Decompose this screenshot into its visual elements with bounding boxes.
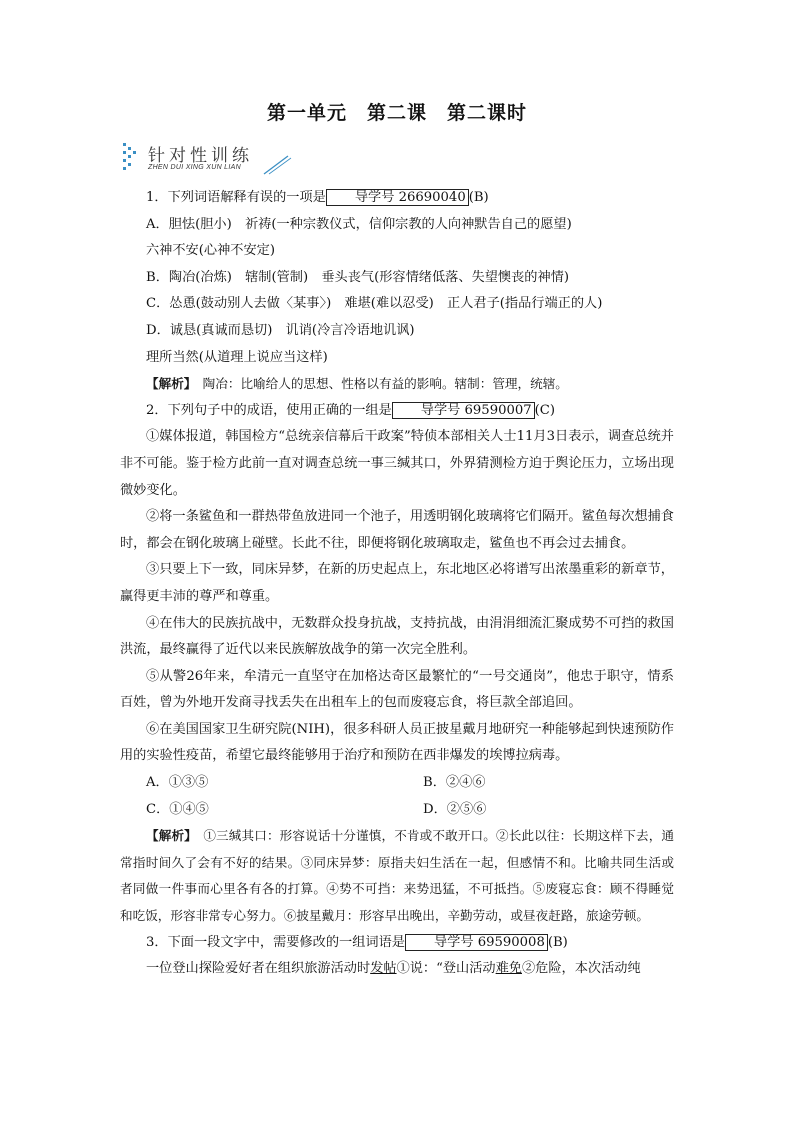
q2-answer: (C)	[534, 402, 556, 418]
practice-banner	[120, 140, 290, 182]
q1-analysis-label: 【解析】	[146, 376, 191, 392]
q3-answer: (B)	[547, 934, 568, 950]
q2-option-d: D．②⑤⑥	[423, 801, 487, 817]
q3-code: 导学号 69590008	[405, 934, 548, 951]
q2-sentence-6: ⑥在美国国家卫生研究院(NIH)，很多科研人员正披星戴月地研究一种能够起到快速预防作用的实验性疫苗，希望它最终能够用于治疗和预防在西非爆发的埃博拉病毒。	[120, 721, 674, 764]
q2-sentence-3: ③只要上下一致，同床异梦，在新的历史起点上，东北地区必将谱写出浓墨重彩的新章节，赢得更丰沛的尊严和尊重。	[120, 562, 674, 604]
q3-text: 一位登山探险爱好者在组织旅游活动时发帖①说：“登山活动难免②危险，本次活动纯	[146, 961, 641, 977]
q1-option-a-cont: 六神不安(心神不安定)	[146, 243, 275, 259]
q2-analysis-label: 【解析】	[146, 828, 191, 844]
banner-pinyin: ZHEN DUI XING XUN LIAN	[148, 164, 241, 171]
q3-word-1: 发帖	[370, 961, 397, 977]
exercise-content	[120, 185, 674, 983]
q1-option-d-cont: 理所当然(从道理上说应当这样)	[146, 349, 328, 365]
banner-heading: 针对性训练	[148, 146, 253, 166]
q1-option-c: C．怂恿(鼓动别人去做〈某事〉) 难堪(难以忍受) 正人君子(指品行端正的人)	[146, 296, 603, 312]
q2-analysis: 【解析】 ①三缄其口：形容说话十分谨慎，不肯或不敢开口。②长此以往：长期这样下去，通常指时间久了会有不好的结果。③同床异梦：原指夫妇生活在一起，但感情不和。比喻共同生活或者同做一件事而心里各有各的打算。④势不可挡：来势迅猛，不可抵挡。⑤废寝忘食：顾不得睡觉和吃饭，形容非常专心努力。⑥披星戴月：形容早出晚出，辛勤劳动，或昼夜赶路，旅途劳顿。	[120, 828, 675, 924]
dots-icon	[120, 142, 146, 172]
q2-options-row-2	[120, 797, 674, 824]
page-title: 第一单元 第二课 第二课时	[266, 102, 527, 124]
q1-analysis: 【解析】 陶冶：比喻给人的思想、性格以有益的影响。辖制：管理，统辖。	[146, 376, 568, 392]
q3-stem: 3．下面一段文字中，需要修改的一组词语是 导学号 69590008 (B)	[146, 934, 568, 950]
q1-code: 导学号 26690040	[326, 189, 469, 206]
q1-option-d: D．诚恳(真诚而恳切) 讥诮(冷言冷语地讥讽)	[146, 322, 415, 338]
slash-icon	[262, 154, 292, 176]
q2-sentence-1: ①媒体报道，韩国检方“总统亲信幕后干政案”特侦本部相关人士11月3日表示，调查总统并非不可能。鉴于检方此前一直对调查总统一事三缄其口，外界猜测检方迫于舆论压力，立场出现微妙变化。	[120, 429, 674, 498]
q2-stem: 2．下列句子中的成语，使用正确的一组是 导学号 69590007 (C)	[146, 402, 556, 418]
q1-answer: (B)	[468, 190, 489, 205]
q2-option-b: B．②④⑥	[423, 775, 486, 791]
q1-option-b: B．陶冶(冶炼) 辖制(管制) 垂头丧气(形容情绪低落、失望懊丧的神情)	[146, 269, 569, 285]
q2-options-row-1	[120, 770, 674, 797]
q2-sentence-4: ④在伟大的民族抗战中，无数群众投身抗战，支持抗战，由涓涓细流汇聚成势不可挡的救国洪流，最终赢得了近代以来民族解放战争的第一次完全胜利。	[120, 615, 674, 658]
q2-code: 导学号 69590007	[392, 402, 535, 419]
q2-sentence-5: ⑤从警26年来，牟清元一直坚守在加格达奇区最繁忙的“一号交通岗”，他忠于职守，情系百姓，曾为外地开发商寻找丢失在出租车上的包而废寝忘食，将巨款全部追回。	[120, 668, 674, 711]
q2-option-a: A．①③⑤	[146, 775, 209, 791]
q1-stem: 1．下列词语解释有误的一项是 导学号 26690040 (B)	[146, 190, 489, 205]
q2-option-c: C．①④⑤	[146, 801, 209, 817]
q1-option-a: A．胆怯(胆小) 祈祷(一种宗教仪式，信仰宗教的人向神默告自己的愿望)	[146, 216, 572, 232]
q3-word-2: 难免	[495, 961, 522, 977]
q2-sentence-2: ②将一条鲨鱼和一群热带鱼放进同一个池子，用透明钢化玻璃将它们隔开。鲨鱼每次想捕食时，都会在钢化玻璃上碰壁。长此不往，即便将钢化玻璃取走，鲨鱼也不再会过去捕食。	[120, 509, 674, 551]
